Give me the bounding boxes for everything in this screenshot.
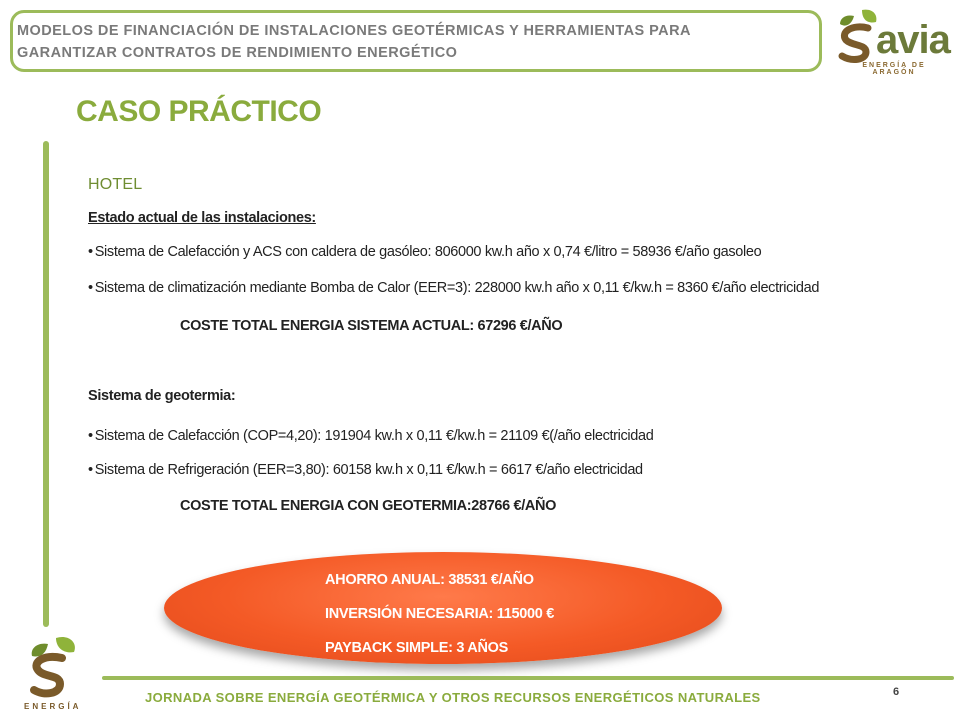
header-line-1: MODELOS DE FINANCIACIÓN DE INSTALACIONES GEOTÉRMICAS Y HERRAMIENTAS PARA (17, 23, 691, 39)
geothermal-item-1: • Sistema de Calefacción (COP=4,20): 191904 kw.h x 0,11 €/kw.h = 21109 €(/año electricidad (88, 428, 653, 444)
section-label: HOTEL (88, 176, 143, 193)
current-state-total: COSTE TOTAL ENERGIA SISTEMA ACTUAL: 67296 €/AÑO (180, 318, 563, 334)
leaf-s-logo-icon (832, 6, 880, 68)
summary-annual-savings: AHORRO ANUAL: 38531 €/AÑO (325, 572, 534, 588)
logo-name: avia (876, 18, 950, 62)
geothermal-heading: Sistema de geotermia: (88, 388, 236, 404)
left-accent-bar (43, 141, 49, 627)
current-state-item-2: • Sistema de climatización mediante Bomba de Calor (EER=3): 228000 kw.h año x 0,11 €/kw.h = 8360 €/año electricidad (88, 280, 819, 296)
logo-bottom-word: ENERGÍA (24, 702, 82, 711)
logo-tagline: ENERGÍA DE ARAGÓN (862, 62, 926, 76)
summary-investment: INVERSIÓN NECESARIA: 115000 € (325, 606, 555, 622)
savia-logo (832, 2, 952, 74)
current-state-item-1: • Sistema de Calefacción y ACS con caldera de gasóleo: 806000 kw.h año x 0,74 €/litro = 58936 €/año gasoleo (88, 244, 761, 260)
header-line-2: GARANTIZAR CONTRATOS DE RENDIMIENTO ENERGÉTICO (17, 45, 458, 61)
geothermal-total: COSTE TOTAL ENERGIA CON GEOTERMIA:28766 €/AÑO (180, 498, 557, 514)
geothermal-item-2: • Sistema de Refrigeración (EER=3,80): 60158 kw.h x 0,11 €/kw.h = 6617 €/año electricidad (88, 462, 643, 478)
header-box (10, 10, 822, 72)
footer-text: JORNADA SOBRE ENERGÍA GEOTÉRMICA Y OTROS RECURSOS ENERGÉTICOS NATURALES (145, 690, 761, 705)
leaf-s-logo-icon (22, 632, 82, 702)
energia-logo (22, 632, 92, 712)
page-title: CASO PRÁCTICO (76, 95, 322, 128)
page-number: 6 (893, 686, 900, 698)
current-state-heading: Estado actual de las instalaciones: (88, 210, 316, 226)
summary-payback: PAYBACK SIMPLE: 3 AÑOS (325, 640, 509, 656)
footer-rule (102, 676, 954, 680)
